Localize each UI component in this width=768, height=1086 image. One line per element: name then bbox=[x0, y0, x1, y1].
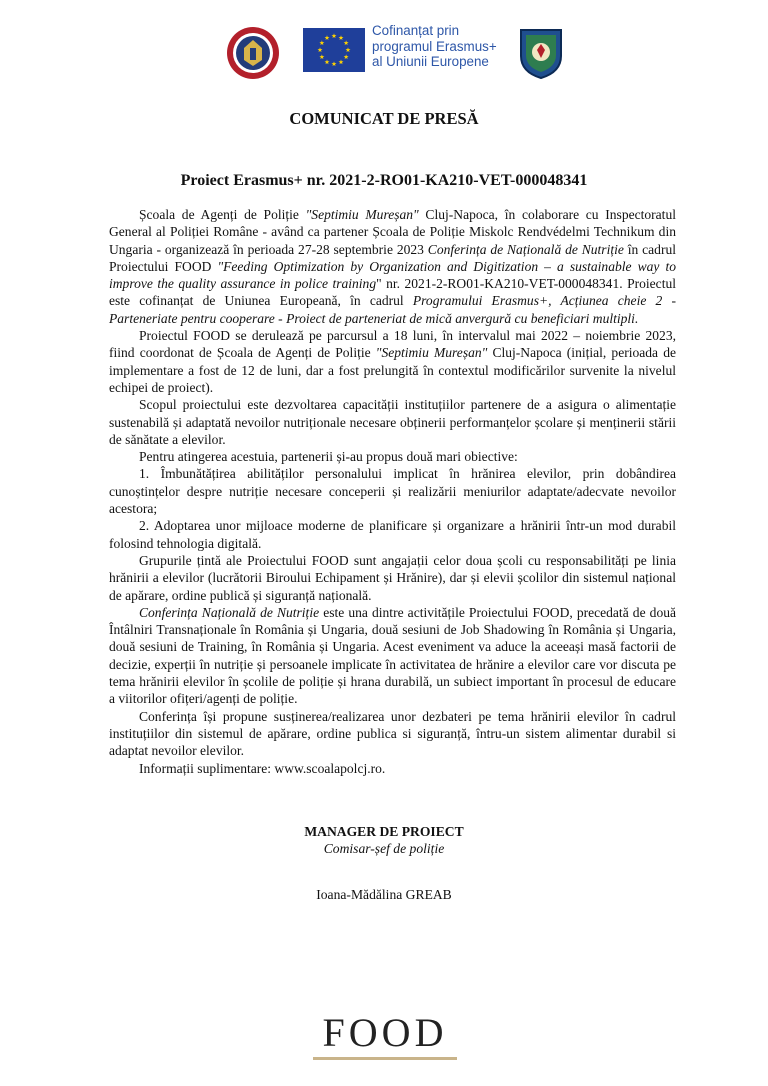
italic-text: Conferința Națională de Nutriție bbox=[139, 604, 320, 620]
eu-funding-line: programul Erasmus+ bbox=[372, 38, 497, 54]
italic-text: "Feeding Optimization by Organization and Digitization – a sustainable way to improve the quality assurance in police training bbox=[109, 258, 676, 292]
signature-rank: Comisar-șef de poliție bbox=[323, 841, 445, 857]
body-paragraph bbox=[109, 708, 676, 760]
body-paragraph bbox=[109, 517, 676, 552]
body-paragraph bbox=[109, 604, 676, 708]
text-run: Cluj-Napoca (inițial, perioada de implementare a fost de 12 de luni, dar a fost prelungită în contextul modificărilor survenite la nivelul echipei de proiect). bbox=[109, 345, 676, 395]
text-run: în cadrul Proiectului FOOD bbox=[109, 241, 677, 274]
text-run: " nr. 2021-2-RO01-KA210-VET-000048341. Proiectul este cofinanțat de Uniunea Europeană, în cadrul bbox=[109, 276, 676, 309]
press-release-body bbox=[109, 206, 676, 777]
text-run: 2. Adoptarea unor mijloace moderne de planificare și organizare a hrănirii într-un mod durabil folosind tehnologia digitală. bbox=[109, 518, 676, 551]
body-paragraph bbox=[109, 465, 676, 517]
document-title: COMUNICAT DE PRESĂ bbox=[289, 109, 479, 128]
body-paragraph bbox=[109, 206, 676, 327]
text-run: 1. Îmbunătățirea abilităților personalului implicat în hrănirea elevilor, prin dobândirea cunoștințelor despre nutriție necesare conceperii și realizării meniurilor adaptate/adecvate nevoilor acestora; bbox=[109, 466, 676, 517]
text-run: Școala de Agenți de Poliție bbox=[139, 207, 306, 222]
text-run: Pentru atingerea acestuia, partenerii și-au propus două mari obiective: bbox=[139, 449, 518, 465]
italic-text: Programului Erasmus+, Acțiunea cheie 2 - Parteneriate pentru cooperare - Proiect de parteneriat de mică anvergură cu beneficiari multipli. bbox=[109, 293, 676, 326]
eu-funding-label bbox=[372, 23, 497, 70]
signature-role: MANAGER DE PROIECT bbox=[304, 824, 464, 839]
text-run: Informații suplimentare: www.scoalapolcj.ro. bbox=[139, 760, 386, 776]
italic-text: "Septimiu Mureșan" bbox=[305, 207, 419, 222]
body-paragraph bbox=[109, 552, 676, 604]
italic-text: Conferința de Națională de Nutriție bbox=[427, 241, 624, 257]
eu-funding-line: al Uniunii Europene bbox=[372, 54, 489, 69]
project-number-heading: Proiect Erasmus+ nr. 2021-2-RO01-KA210-VET-000048341 bbox=[180, 172, 588, 189]
signature-name: Ioana-Mădălina GREAB bbox=[316, 886, 452, 902]
text-run: Conferința își propune susținerea/realizarea unor dezbateri pe tema hrănirii elevilor în cadrul instituțiilor din sistemul de apărare, ordine publica si siguranță, întru-un sistem alimentar durabil si adaptat nevoilor elevilor. bbox=[109, 708, 676, 759]
italic-text: "Septimiu Mureșan" bbox=[375, 345, 488, 361]
body-paragraph bbox=[109, 396, 676, 448]
food-logo-text: FOOD bbox=[322, 1010, 448, 1055]
eu-funding-line: Cofinanțat prin bbox=[372, 23, 460, 38]
food-logo-underline bbox=[313, 1057, 457, 1060]
police-school-seal-icon bbox=[226, 26, 280, 80]
header bbox=[0, 22, 768, 88]
body-paragraph bbox=[109, 448, 676, 465]
text-run: este una dintre activitățile Proiectului FOOD, precedată de două Întâlniri Transnaționale în România și Ungaria, două sesiuni de Job Shadowing în România și Ungaria, două sesiuni de Training, în România și Ungaria. Acest eveniment va aduce la aceeași masă factorii de decizie, experții în nutriție și persoanele implicate în activitatea de hrănire a elevilor care vor discuta pe tema hrănirii elevilor în școlile de poliție și hrana durabilă, un subiect important în procesul de educare a viitorilor ofițeri/agenți de poliție. bbox=[109, 604, 677, 707]
signature-block bbox=[0, 823, 768, 903]
miskolc-school-shield-icon bbox=[517, 26, 565, 80]
eu-flag-icon bbox=[303, 28, 365, 72]
text-run: Cluj-Napoca, în colaborare cu Inspectoratul General al Poliției Române - având ca partener Școala de Poliție Miskolc Rendvédelmi Technikum din Ungaria - organizează în perioada 27-28 septembrie 2023 bbox=[109, 207, 676, 257]
text-run: Proiectul FOOD se derulează pe parcursul a 18 luni, în intervalul mai 2022 – noiembrie 2023, fiind coordonat de Școala de Agenți de Poliție bbox=[109, 328, 676, 361]
body-paragraph bbox=[109, 327, 676, 396]
text-run: Scopul proiectului este dezvoltarea capacității instituțiilor partenere de a asigura o alimentație sustenabilă și adaptată nevoilor nutriționale necesare obținerii performanțelor școlare și menținerii stării de sănătate a elevilor. bbox=[109, 397, 676, 447]
food-project-logo bbox=[305, 1010, 465, 1066]
text-run: Grupurile țintă ale Proiectului FOOD sunt angajații celor doua școli cu responsabilități pe linia hrănirii a elevilor (lucrătorii Biroului Echipament și Hrănire), dar și elevii școlilor din sistemul național de apărare, ordine publică și siguranță națională. bbox=[109, 552, 676, 603]
body-paragraph bbox=[109, 760, 676, 777]
